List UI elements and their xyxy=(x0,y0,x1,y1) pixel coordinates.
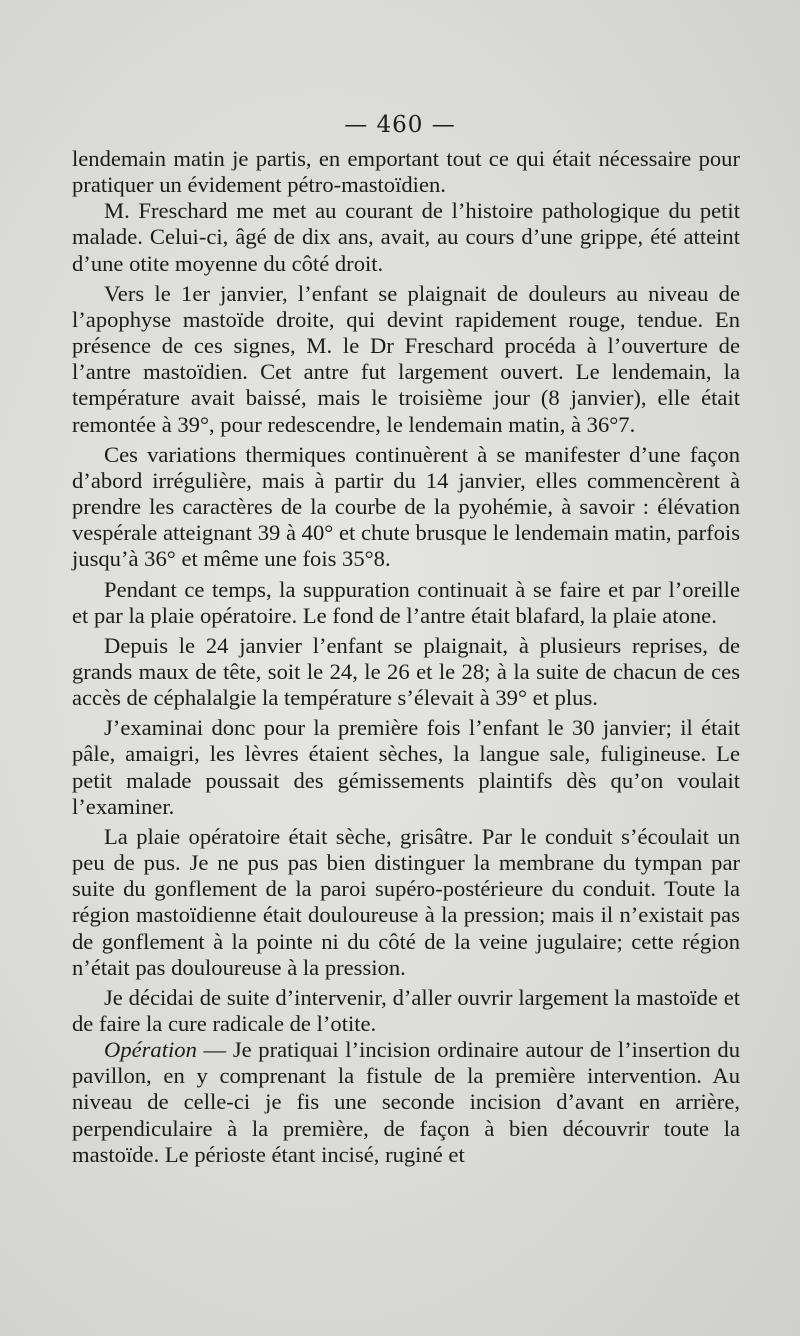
paragraph-2: M. Freschard me met au courant de l’histoire pathologique du petit malade. Celui-ci, âgé de dix ans, avait, au cours d’une grippe, été atteint d’une otite moyenne du côté droit. xyxy=(72,198,740,276)
paragraph-8: La plaie opératoire était sèche, grisâtre. Par le conduit s’écoulait un peu de pus. Je ne pus pas bien distinguer la membrane du tympan par suite du gonflement de la paroi supéro-postérieure du conduit. Toute la région mastoïdienne était douloureuse à la pression; mais il n’existait pas de gonflement à la pointe ni du côté de la veine jugulaire; cette région n’était pas douloureuse à la pression. xyxy=(72,823,740,980)
paragraph-6: Depuis le 24 janvier l’enfant se plaignait, à plusieurs reprises, de grands maux de tête, soit le 24, le 26 et le 28; à la suite de chacun de ces accès de céphalalgie la température s’élevait à 39° et plus. xyxy=(72,632,740,711)
paragraph-7: J’examinai donc pour la première fois l’enfant le 30 janvier; il était pâle, amaigri, les lèvres étaient sèches, la langue sale, fuligineuse. Le petit malade poussait des gémissements plaintifs dès qu’on voulait l’examiner. xyxy=(72,715,740,819)
operation-label: Opération xyxy=(104,1037,197,1063)
paragraph-9: Je décidai de suite d’intervenir, d’aller ouvrir largement la mastoïde et de faire la cure radicale de l’otite. xyxy=(72,984,740,1036)
paragraph-1: lendemain matin je partis, en emportant tout ce qui était nécessaire pour pratiquer un évidement pétro-mastoïdien. xyxy=(72,146,740,198)
page-number: — 460 — xyxy=(344,112,456,138)
paragraph-4: Ces variations thermiques continuèrent à se manifester d’une façon d’abord irrégulière, mais à partir du 14 janvier, elles commencèrent à prendre les caractères de la courbe de la pyohémie, à savoir : élévation vespérale atteignant 39 à 40° et chute brusque le lendemain matin, parfois jusqu’à 36° et même une fois 35°8. xyxy=(72,441,740,572)
paragraph-3: Vers le 1er janvier, l’enfant se plaignait de douleurs au niveau de l’apophyse mastoïde droite, qui devint rapidement rouge, tendue. En présence de ces signes, M. le Dr Freschard procéda à l’ouverture de l’antre mastoïdien. Cet antre fut largement ouvert. Le lendemain, la température avait baissé, mais le troisième jour (8 janvier), elle était remontée à 39°, pour redescendre, le lendemain matin, à 36°7. xyxy=(72,280,740,437)
body-text xyxy=(72,146,740,1168)
operation-text: — Je pratiquai l’incision ordinaire autour de l’insertion du pavillon, en y comprenant la fistule de la première intervention. Au niveau de celle-ci je fis une seconde incision d’avant en arrière, perpendiculaire à la première, de façon à bien découvrir toute la mastoïde. Le périoste étant incisé, ruginé et xyxy=(72,1037,740,1167)
paragraph-operation xyxy=(72,1037,740,1168)
paragraph-5: Pendant ce temps, la suppuration continuait à se faire et par l’oreille et par la plaie opératoire. Le fond de l’antre était blafard, la plaie atone. xyxy=(72,576,740,628)
